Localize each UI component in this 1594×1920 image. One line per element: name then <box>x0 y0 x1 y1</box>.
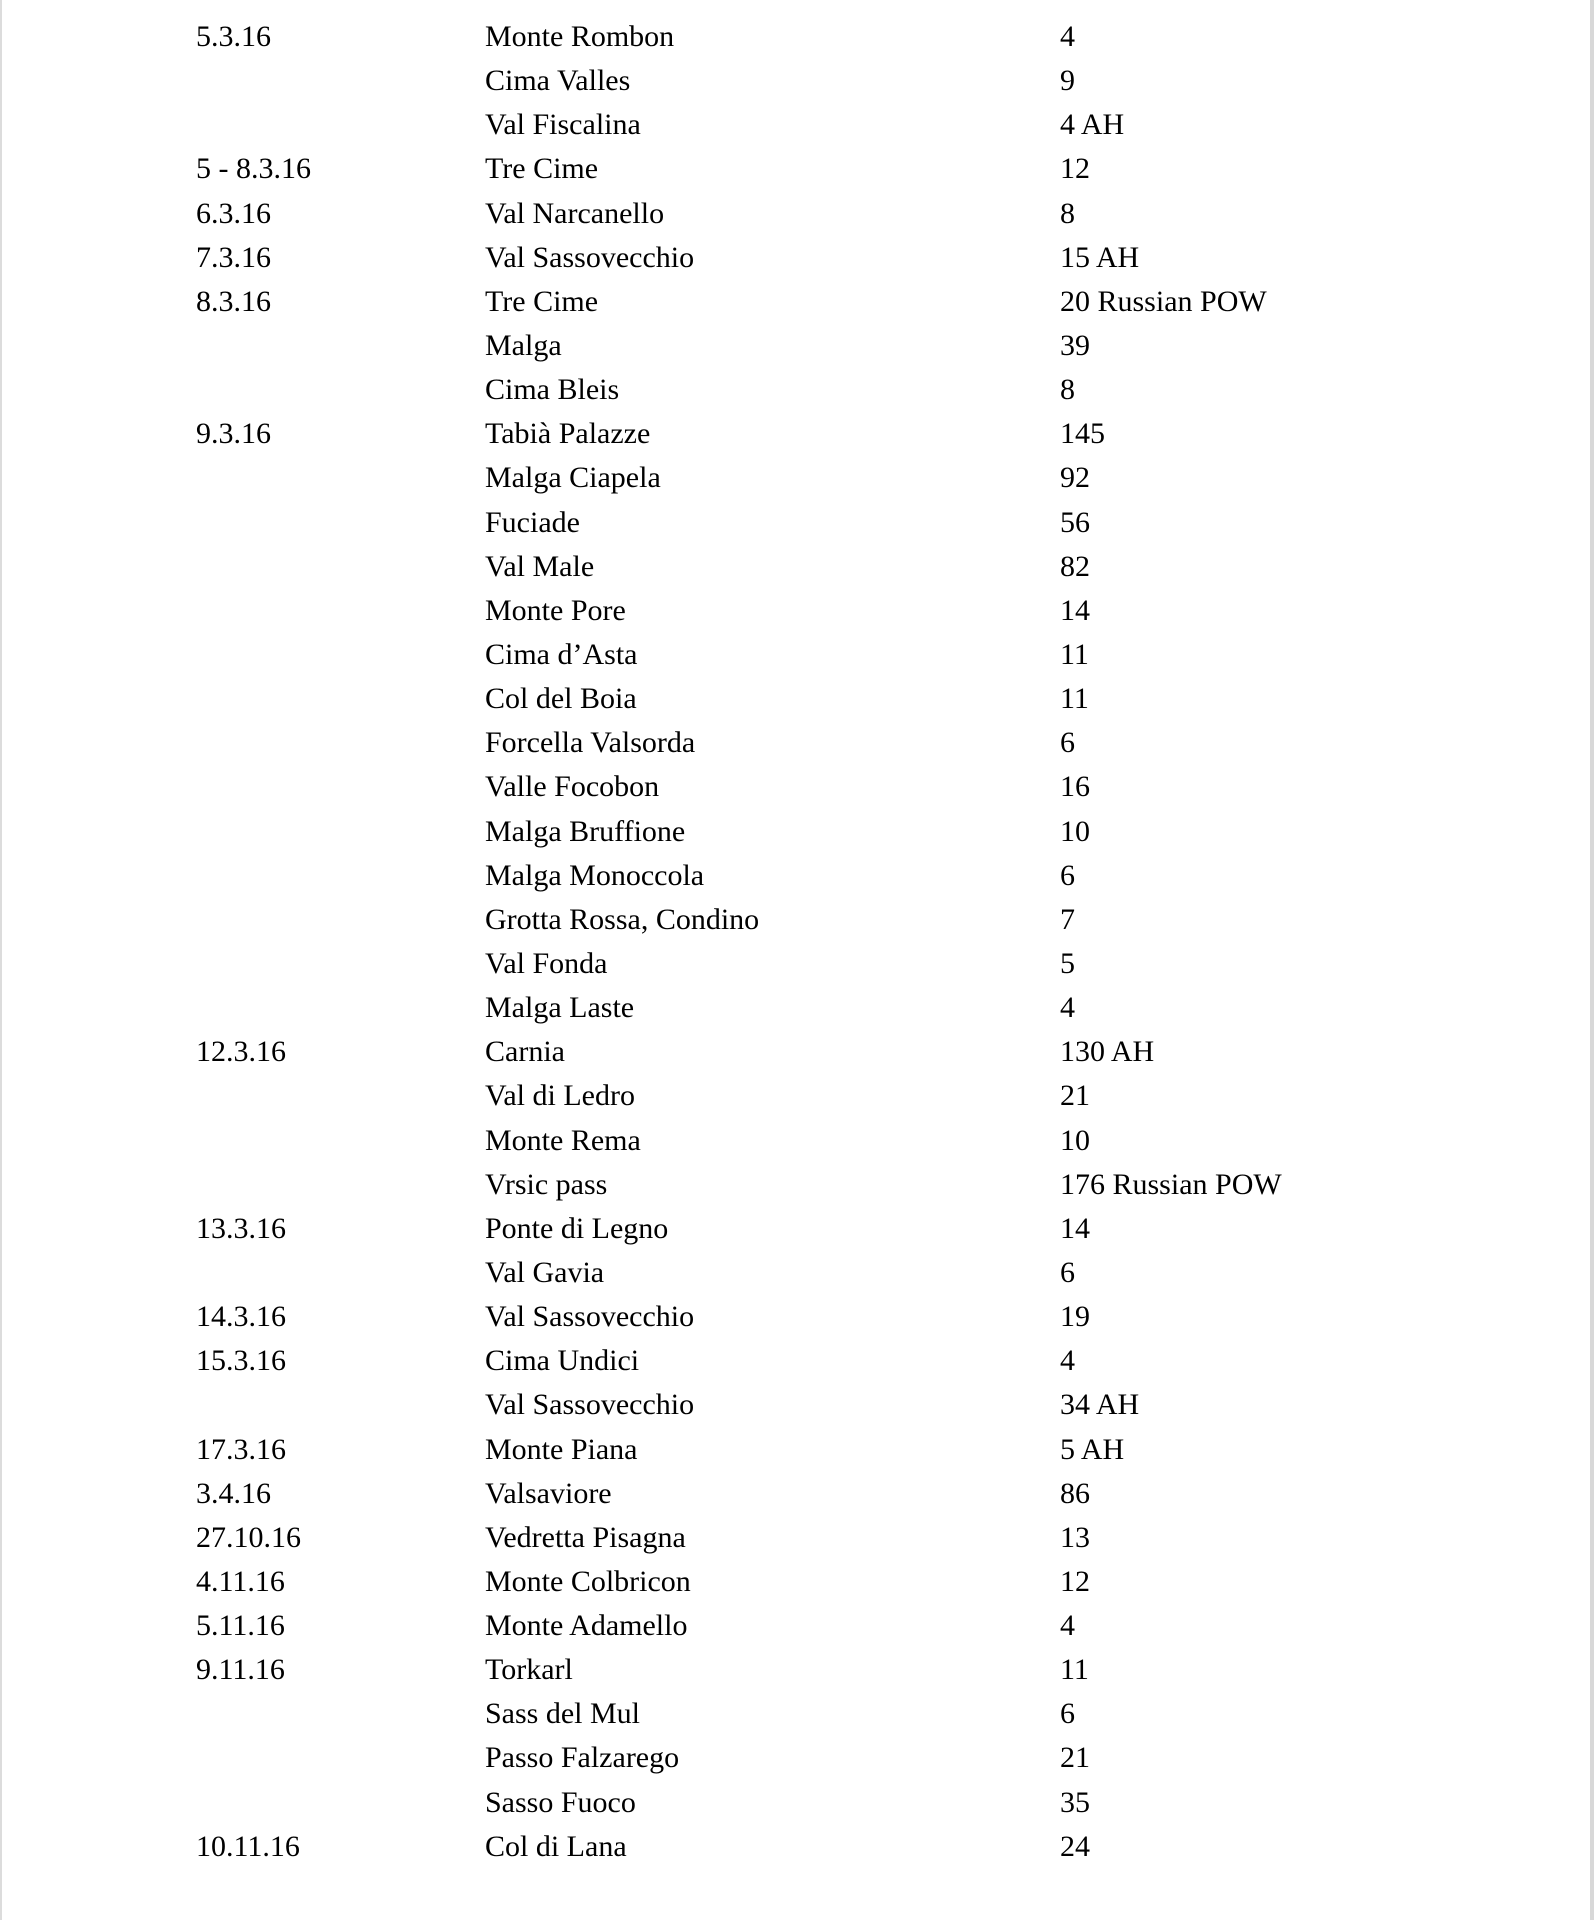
location-cell: Val Sassovecchio <box>485 1300 695 1334</box>
location-cell: Torkarl <box>485 1653 573 1687</box>
table-row <box>2 810 1592 854</box>
date-cell: 13.3.16 <box>196 1211 286 1245</box>
location-cell: Col di Lana <box>485 1829 627 1863</box>
table-row <box>2 854 1592 898</box>
location-cell: Val Sassovecchio <box>485 1388 695 1422</box>
date-cell: 3.4.16 <box>196 1476 271 1510</box>
table-row <box>2 236 1592 280</box>
count-cell: 4 <box>1060 1344 1075 1378</box>
location-cell: Cima Undici <box>485 1344 640 1378</box>
count-cell: 21 <box>1060 1079 1090 1113</box>
count-cell: 15 AH <box>1060 240 1140 274</box>
location-cell: Monte Colbricon <box>485 1564 691 1598</box>
count-cell: 176 Russian POW <box>1060 1167 1282 1201</box>
table-row <box>2 986 1592 1030</box>
table-row <box>2 1472 1592 1516</box>
count-cell: 6 <box>1060 1255 1075 1289</box>
table-row <box>2 1251 1592 1295</box>
table-row <box>2 1560 1592 1604</box>
count-cell: 11 <box>1060 637 1089 671</box>
table-row <box>2 368 1592 412</box>
avalanche-casualty-table <box>2 15 1592 1869</box>
count-cell: 4 <box>1060 991 1075 1025</box>
count-cell: 9 <box>1060 64 1075 98</box>
location-cell: Carnia <box>485 1035 565 1069</box>
count-cell: 6 <box>1060 726 1075 760</box>
location-cell: Monte Piana <box>485 1432 638 1466</box>
date-cell: 14.3.16 <box>196 1300 286 1334</box>
location-cell: Forcella Valsorda <box>485 726 696 760</box>
table-row <box>2 1516 1592 1560</box>
table-row <box>2 1074 1592 1118</box>
count-cell: 14 <box>1060 1211 1090 1245</box>
location-cell: Sass del Mul <box>485 1697 641 1731</box>
date-cell: 6.3.16 <box>196 196 271 230</box>
date-cell: 9.11.16 <box>196 1653 285 1687</box>
location-cell: Valsaviore <box>485 1476 612 1510</box>
table-row <box>2 1295 1592 1339</box>
table-row <box>2 1648 1592 1692</box>
table-row <box>2 324 1592 368</box>
location-cell: Malga Laste <box>485 991 635 1025</box>
location-cell: Vedretta Pisagna <box>485 1520 686 1554</box>
count-cell: 145 <box>1060 417 1105 451</box>
table-row <box>2 545 1592 589</box>
location-cell: Monte Pore <box>485 593 626 627</box>
count-cell: 82 <box>1060 549 1090 583</box>
table-row <box>2 765 1592 809</box>
table-row <box>2 1692 1592 1736</box>
count-cell: 10 <box>1060 814 1090 848</box>
table-row <box>2 1119 1592 1163</box>
count-cell: 130 AH <box>1060 1035 1155 1069</box>
date-cell: 10.11.16 <box>196 1829 300 1863</box>
count-cell: 14 <box>1060 593 1090 627</box>
table-row <box>2 15 1592 59</box>
count-cell: 20 Russian POW <box>1060 284 1267 318</box>
location-cell: Malga <box>485 328 562 362</box>
location-cell: Val Fonda <box>485 946 608 980</box>
count-cell: 8 <box>1060 196 1075 230</box>
location-cell: Malga Ciapela <box>485 461 661 495</box>
table-row <box>2 942 1592 986</box>
table-row <box>2 456 1592 500</box>
count-cell: 5 AH <box>1060 1432 1125 1466</box>
location-cell: Val Narcanello <box>485 196 665 230</box>
count-cell: 7 <box>1060 902 1075 936</box>
date-cell: 27.10.16 <box>196 1520 301 1554</box>
count-cell: 4 <box>1060 1609 1075 1643</box>
date-cell: 5 - 8.3.16 <box>196 152 311 186</box>
table-row <box>2 103 1592 147</box>
count-cell: 5 <box>1060 946 1075 980</box>
table-row <box>2 1030 1592 1074</box>
count-cell: 4 AH <box>1060 108 1125 142</box>
count-cell: 35 <box>1060 1785 1090 1819</box>
table-row <box>2 1383 1592 1427</box>
location-cell: Cima d’Asta <box>485 637 638 671</box>
date-cell: 8.3.16 <box>196 284 271 318</box>
table-row <box>2 1428 1592 1472</box>
location-cell: Val Male <box>485 549 595 583</box>
table-row <box>2 1736 1592 1780</box>
location-cell: Val Sassovecchio <box>485 240 695 274</box>
table-row <box>2 147 1592 191</box>
count-cell: 11 <box>1060 682 1089 716</box>
count-cell: 6 <box>1060 858 1075 892</box>
date-cell: 12.3.16 <box>196 1035 286 1069</box>
location-cell: Malga Bruffione <box>485 814 686 848</box>
table-row <box>2 280 1592 324</box>
table-row <box>2 898 1592 942</box>
date-cell: 5.3.16 <box>196 20 271 53</box>
location-cell: Vrsic pass <box>485 1167 608 1201</box>
location-cell: Passo Falzarego <box>485 1741 680 1775</box>
location-cell: Val di Ledro <box>485 1079 635 1113</box>
count-cell: 4 <box>1060 20 1075 53</box>
date-cell: 17.3.16 <box>196 1432 286 1466</box>
count-cell: 13 <box>1060 1520 1090 1554</box>
count-cell: 6 <box>1060 1697 1075 1731</box>
date-cell: 15.3.16 <box>196 1344 286 1378</box>
table-row <box>2 501 1592 545</box>
location-cell: Cima Bleis <box>485 373 620 407</box>
count-cell: 92 <box>1060 461 1090 495</box>
location-cell: Col del Boia <box>485 682 637 716</box>
location-cell: Malga Monoccola <box>485 858 705 892</box>
date-cell: 5.11.16 <box>196 1609 285 1643</box>
count-cell: 12 <box>1060 1564 1090 1598</box>
location-cell: Monte Rombon <box>485 20 675 53</box>
location-cell: Tre Cime <box>485 284 599 318</box>
location-cell: Val Gavia <box>485 1255 605 1289</box>
table-row <box>2 589 1592 633</box>
count-cell: 8 <box>1060 373 1075 407</box>
count-cell: 39 <box>1060 328 1090 362</box>
table-row <box>2 1825 1592 1869</box>
table-row <box>2 677 1592 721</box>
table-row <box>2 1163 1592 1207</box>
location-cell: Tabià Palazze <box>485 417 651 451</box>
count-cell: 19 <box>1060 1300 1090 1334</box>
count-cell: 86 <box>1060 1476 1090 1510</box>
count-cell: 34 AH <box>1060 1388 1140 1422</box>
location-cell: Val Fiscalina <box>485 108 641 142</box>
location-cell: Valle Focobon <box>485 770 660 804</box>
count-cell: 16 <box>1060 770 1090 804</box>
location-cell: Monte Rema <box>485 1123 641 1157</box>
count-cell: 12 <box>1060 152 1090 186</box>
table-row <box>2 721 1592 765</box>
table-row <box>2 412 1592 456</box>
location-cell: Fuciade <box>485 505 580 539</box>
location-cell: Monte Adamello <box>485 1609 688 1643</box>
table-row <box>2 59 1592 103</box>
count-cell: 21 <box>1060 1741 1090 1775</box>
date-cell: 4.11.16 <box>196 1564 285 1598</box>
location-cell: Ponte di Legno <box>485 1211 669 1245</box>
table-row <box>2 1604 1592 1648</box>
count-cell: 56 <box>1060 505 1090 539</box>
table-row <box>2 1207 1592 1251</box>
table-row <box>2 1781 1592 1825</box>
page-edge-scrollbar <box>1590 0 1594 1920</box>
date-cell: 9.3.16 <box>196 417 271 451</box>
count-cell: 11 <box>1060 1653 1089 1687</box>
table-row <box>2 1339 1592 1383</box>
location-cell: Tre Cime <box>485 152 599 186</box>
table-row <box>2 633 1592 677</box>
date-cell: 7.3.16 <box>196 240 271 274</box>
location-cell: Sasso Fuoco <box>485 1785 636 1819</box>
table-row <box>2 192 1592 236</box>
location-cell: Grotta Rossa, Condino <box>485 902 760 936</box>
location-cell: Cima Valles <box>485 64 631 98</box>
count-cell: 10 <box>1060 1123 1090 1157</box>
count-cell: 24 <box>1060 1829 1090 1863</box>
